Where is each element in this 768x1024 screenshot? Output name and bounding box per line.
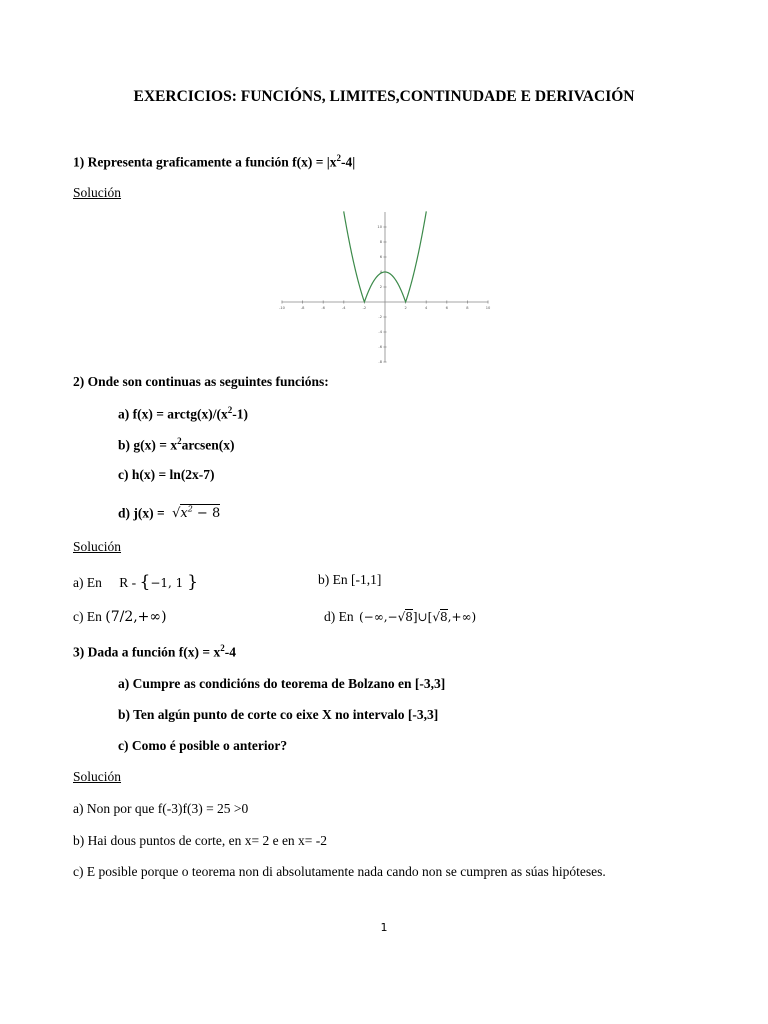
y-tick-label: -2 bbox=[378, 315, 382, 320]
solution-2d-root1: 8 bbox=[405, 610, 413, 624]
solution-2a bbox=[73, 572, 198, 592]
sqrt-end: − 8 bbox=[192, 506, 221, 522]
brace-open: { bbox=[139, 572, 151, 592]
question-1-end: -4| bbox=[341, 154, 356, 170]
solution-2a-R: R - bbox=[119, 575, 137, 590]
solution-3c: c) E posible porque o teorema non di absolutamente nada cando non se cumpren as súas hipóteses. bbox=[73, 864, 606, 879]
x-tick-label: -6 bbox=[321, 306, 325, 310]
solution-2d-root2: 8 bbox=[439, 610, 448, 624]
y-tick-label: 8 bbox=[379, 240, 382, 245]
question-2a-text: a) f(x) = arctg(x)/(x bbox=[118, 406, 228, 422]
question-1-text: 1) Representa graficamente a función f(x) = |x bbox=[73, 154, 337, 170]
x-tick-label: 2 bbox=[404, 306, 407, 310]
solution-2a-text: a) En bbox=[73, 575, 102, 590]
question-3 bbox=[73, 643, 236, 661]
solution-2d-part3: ,+∞) bbox=[447, 610, 477, 624]
solution-2b: b) En [-1,1] bbox=[318, 572, 382, 587]
question-2b-text: b) g(x) = x bbox=[118, 437, 178, 453]
solution-label-2: Solución bbox=[73, 539, 122, 554]
solution-2c-interval: (7/2,+∞) bbox=[105, 609, 167, 625]
page-title: EXERCICIOS: FUNCIÓNS, LIMITES,CONTINUDADE E DERIVACIÓN bbox=[133, 88, 635, 105]
y-tick-label: -6 bbox=[378, 345, 382, 350]
y-tick-label: 4 bbox=[379, 270, 382, 275]
y-tick-label: 10 bbox=[377, 225, 382, 230]
x-tick-label: -8 bbox=[300, 306, 305, 310]
question-2a-exponent: 2 bbox=[227, 405, 233, 415]
solution-2d bbox=[324, 609, 476, 625]
solution-3a: a) Non por que f(-3)f(3) = 25 >0 bbox=[73, 801, 249, 816]
question-2b bbox=[118, 436, 235, 454]
y-tick-label: 6 bbox=[379, 255, 382, 260]
x-tick-label: 10 bbox=[485, 306, 491, 310]
sqrt-var: x bbox=[180, 506, 188, 522]
question-2a bbox=[118, 405, 248, 423]
solution-2c bbox=[73, 609, 167, 625]
solution-2d-part2: ]∪[ bbox=[412, 610, 433, 624]
solution-3b: b) Hai dous puntos de corte, en x= 2 e en x= -2 bbox=[73, 833, 328, 848]
brace-close: } bbox=[187, 572, 199, 592]
sqrt-exponent: 2 bbox=[187, 505, 193, 514]
function-graph bbox=[279, 212, 491, 365]
sqrt-expression: $√x^2 - 8$ bbox=[172, 505, 221, 522]
solution-2a-set: −1, 1 bbox=[150, 576, 184, 590]
question-1 bbox=[73, 153, 355, 171]
x-tick-label: 6 bbox=[445, 306, 448, 310]
question-3-text: 3) Dada a función f(x) = x bbox=[73, 644, 221, 660]
question-2d bbox=[118, 505, 220, 521]
question-3b: b) Ten algún punto de corte co eixe X no intervalo [-3,3] bbox=[118, 707, 439, 722]
y-tick-label: -8 bbox=[378, 360, 382, 365]
solution-2d-interval: (−∞,−√8]∪[√8,+∞) bbox=[359, 610, 477, 624]
solution-2d-part1: (−∞,− bbox=[359, 610, 398, 624]
question-2b-end: arcsen(x) bbox=[181, 437, 235, 453]
y-tick-label: -4 bbox=[378, 330, 382, 335]
question-2b-exponent: 2 bbox=[177, 436, 182, 446]
question-3-end: -4 bbox=[224, 644, 236, 660]
y-tick-label: 2 bbox=[379, 285, 382, 290]
question-3-exponent: 2 bbox=[220, 643, 225, 653]
page-number: 1 bbox=[380, 921, 388, 934]
solution-label-1: Solución bbox=[73, 185, 122, 200]
solution-2d-text: d) En bbox=[324, 609, 354, 624]
question-2: 2) Onde son continuas as seguintes funcións: bbox=[73, 374, 329, 389]
question-1-exponent: 2 bbox=[336, 153, 341, 163]
x-tick-label: -10 bbox=[279, 306, 285, 310]
x-tick-label: 4 bbox=[425, 306, 428, 310]
question-3c: c) Como é posible o anterior? bbox=[118, 738, 288, 753]
solution-2c-text: c) En bbox=[73, 609, 102, 624]
x-tick-label: -4 bbox=[342, 306, 346, 310]
x-tick-label: -2 bbox=[362, 306, 367, 310]
question-2d-text: d) j(x) = bbox=[118, 505, 165, 521]
solution-label-3: Solución bbox=[73, 769, 122, 784]
x-tick-label: 8 bbox=[466, 306, 469, 310]
question-3a: a) Cumpre as condicións do teorema de Bolzano en [-3,3] bbox=[118, 676, 446, 691]
question-2c: c) h(x) = ln(2x-7) bbox=[118, 467, 215, 482]
question-2a-end: -1) bbox=[232, 406, 249, 422]
